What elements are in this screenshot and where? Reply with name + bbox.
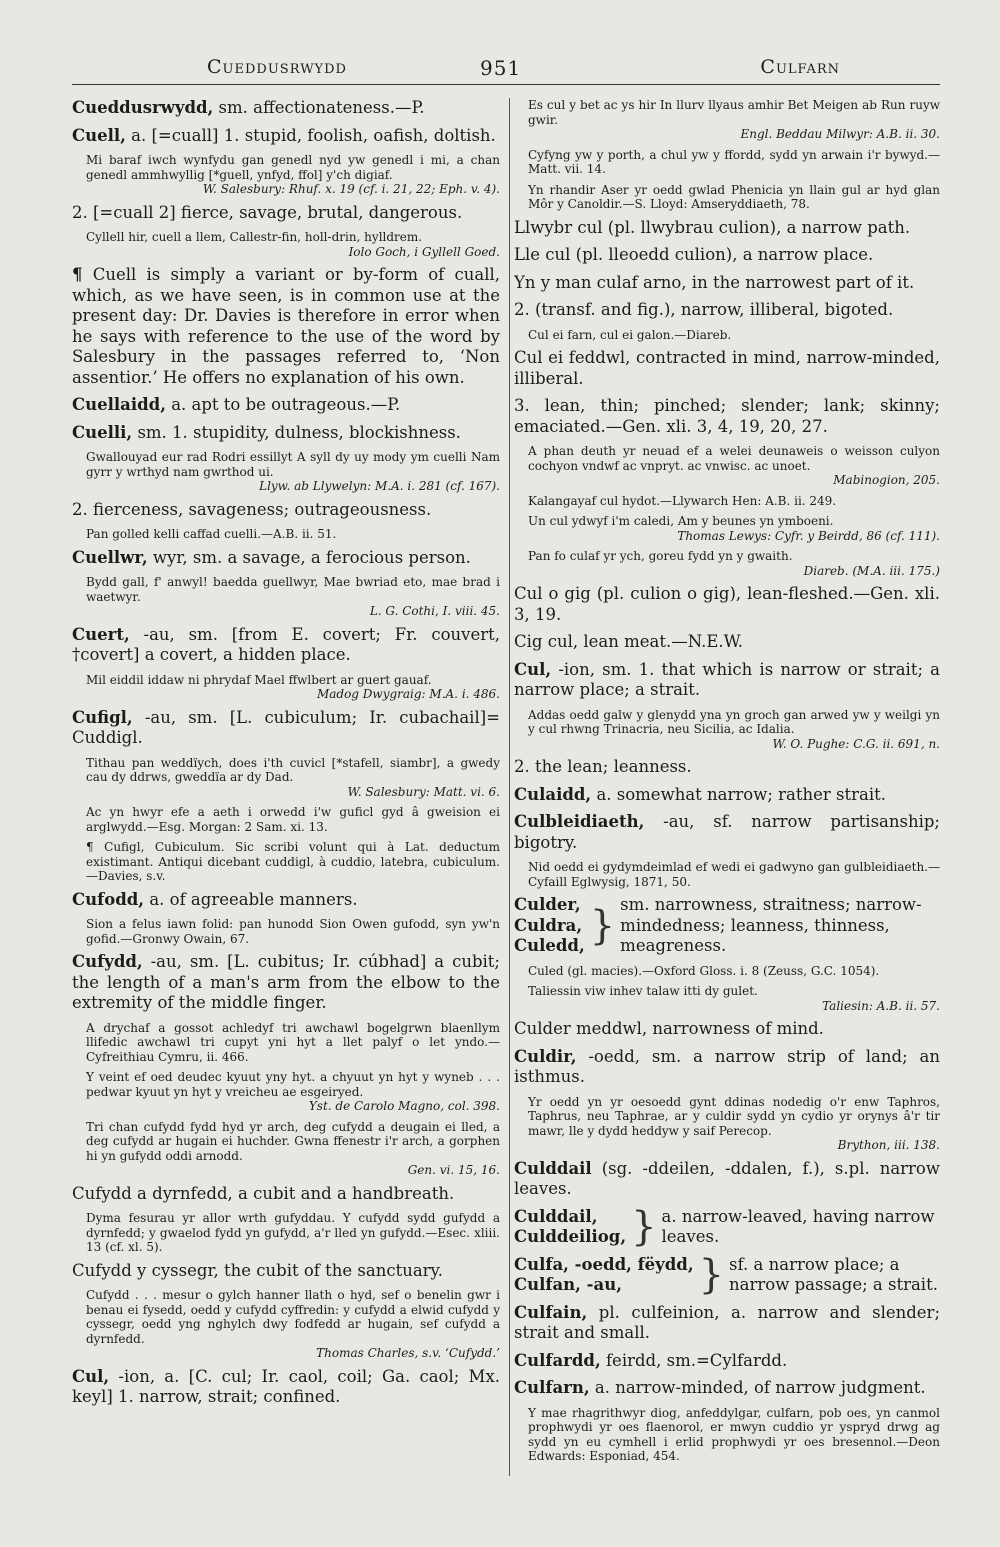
dictionary-entry	[514, 396, 940, 437]
quotation	[86, 840, 500, 884]
quotation	[528, 494, 940, 509]
entry-definition: -au, sm. [from E. covert; Fr. couvert, †covert] a covert, a hidden place.	[72, 624, 500, 664]
quotation	[528, 98, 940, 142]
quotation-text: Es cul y bet ac ys hir In llurv llyaus amhir Bet Meigen ab Run ruyw gwir.	[528, 98, 940, 127]
dictionary-entry	[72, 1367, 500, 1408]
entry-definition: a. apt to be outrageous.—P.	[171, 395, 401, 414]
entry-headword: Cul,	[514, 659, 552, 679]
dictionary-entry	[72, 500, 500, 521]
dictionary-entry	[514, 1303, 940, 1344]
right-column	[514, 98, 940, 1477]
quotation-source: W. O. Pughe: C.G. ii. 691, n.	[772, 736, 940, 751]
brace-icon: }	[698, 1252, 725, 1298]
quotation-text: ¶ Cufigl, Cubiculum. Sic scribi volunt qui à Lat. deductum existimant. Antiqui dicebant cuddigl, à cuddio, latebra, cubiculum.—Davies, s.v.	[86, 840, 500, 883]
quotation	[528, 1095, 940, 1153]
quotation	[86, 1211, 500, 1255]
quotation	[528, 1406, 940, 1464]
column-divider	[509, 98, 510, 1476]
dictionary-entry	[514, 273, 940, 294]
quotation-source: Taliesin: A.B. ii. 57.	[822, 998, 940, 1013]
dictionary-entry	[514, 300, 940, 321]
quotation	[528, 514, 940, 543]
quotation	[86, 575, 500, 619]
quotation	[528, 444, 940, 488]
entry-definition: 2. the lean; leanness.	[514, 757, 692, 776]
dictionary-entry	[514, 584, 940, 625]
quotation-text: Un cul ydwyf i'm caledi, Am y beunes yn ymboeni.	[528, 514, 834, 528]
quotation	[528, 860, 940, 889]
page-header	[72, 50, 940, 85]
quotation-source: Engl. Beddau Milwyr: A.B. ii. 30.	[740, 127, 940, 141]
entry-headword: Culdir,	[514, 1046, 577, 1066]
entry-definition: wyr, sm. a savage, a ferocious person.	[152, 547, 471, 567]
quotation-text: Ac yn hwyr efe a aeth i orwedd i'w guficl gyd â gweision ei arglwydd.—Esg. Morgan: 2 Sam. xi. 13.	[86, 805, 500, 834]
quotation-text: Taliessin viw inhev talaw itti dy gulet.	[528, 984, 758, 998]
entry-headword: Cufodd,	[72, 889, 145, 909]
quotation	[86, 805, 500, 834]
quotation-source: Llyw. ab Llywelyn: M.A. i. 281 (cf. 167).	[259, 479, 500, 493]
dictionary-entry	[72, 1261, 500, 1282]
entry-definition: -ion, a. [C. cul; Ir. caol, coil; Ga. caol; Mx. keyl] 1. narrow, strait; confined.	[72, 1366, 500, 1406]
entry-definition: a. somewhat narrow; rather strait.	[596, 784, 886, 804]
entry-definition: feirdd, sm.=Cylfardd.	[605, 1350, 788, 1370]
page-number: 951	[480, 56, 522, 80]
quotation	[86, 673, 500, 702]
quotation-source: Mabinogion, 205.	[833, 473, 940, 487]
quotation-text: Cyllell hir, cuell a llem, Callestr-fin, holl-drin, hylldrem.	[86, 230, 423, 244]
dictionary-entry	[72, 423, 500, 444]
dictionary-entry	[72, 952, 500, 1014]
entry-definition: 2. fierceness, savageness; outrageousness.	[72, 499, 432, 519]
entry-definition: sm. narrowness, straitness; narrow-mindedness; leanness, thinness, meagreness.	[620, 895, 922, 955]
quotation-source: W. Salesbury: Matt. vi. 6.	[347, 784, 500, 799]
quotation	[86, 153, 500, 197]
dictionary-entry	[72, 265, 500, 388]
quotation-source: L. G. Cothi, I. viii. 45.	[369, 604, 500, 618]
dictionary-entry	[72, 548, 500, 569]
dictionary-entry	[514, 785, 940, 806]
quotation-source: Diareb. (M.A. iii. 175.)	[803, 563, 940, 578]
entry-definition: 2. [=cuall 2] fierce, savage, brutal, dangerous.	[72, 202, 463, 222]
dictionary-entry	[514, 348, 940, 389]
entry-definition: Culder meddwl, narrowness of mind.	[514, 1019, 824, 1038]
dictionary-entry	[514, 1047, 940, 1088]
dictionary-entry	[72, 708, 500, 749]
entry-definition: sm. 1. stupidity, dulness, blockishness.	[137, 422, 461, 442]
entry-headword: Cuellaidd,	[72, 395, 166, 414]
quotation-text: Tithau pan weddïych, does i'th cuvicl [*stafell, siambr], a gwedy cau dy ddrws, gweddïa ar dy Dad.	[86, 755, 500, 784]
dictionary-entry	[72, 625, 500, 666]
quotation-text: Cyfyng yw y porth, a chul yw y ffordd, sydd yn arwain i'r bywyd.—Matt. vii. 14.	[528, 147, 940, 176]
entry-definition: -au, sm. [L. cubitus; Ir. cúbhad] a cubit; the length of a man's arm from the elbow to the extremity of the middle finger.	[72, 952, 500, 1012]
quotation-text: Pan golled kelli caffad cuelli.—A.B. ii. 51.	[86, 527, 337, 541]
dictionary-entry	[514, 1159, 940, 1200]
entry-definition: (sg. -ddeilen, -ddalen, f.), s.pl. narrow leaves.	[514, 1158, 940, 1198]
quotation-source: Iolo Goch, i Gyllell Goed.	[348, 244, 500, 259]
entry-definition: 3. lean, thin; pinched; slender; lank; skinny; emaciated.—Gen. xli. 3, 4, 19, 20, 27.	[514, 396, 940, 436]
quotation-text: Addas oedd galw y glenydd yna yn groch gan arwed yw y weilgi yn y cul rhwng Trinacria, neu Sicilia, ac Idalia.	[528, 707, 940, 736]
quotation	[528, 708, 940, 752]
dictionary-entry	[514, 757, 940, 778]
quotation	[86, 756, 500, 800]
entry-definition: Cul o gig (pl. culion o gig), lean-fleshed.—Gen. xli. 3, 19.	[514, 584, 940, 624]
entry-definition: -ion, sm. 1. that which is narrow or strait; a narrow place; a strait.	[514, 659, 940, 699]
quotation-source: Madog Dwygraig: M.A. i. 486.	[316, 687, 500, 701]
entry-definition: Cufydd a dyrnfedd, a cubit and a handbreath.	[72, 1183, 455, 1203]
brace-icon: }	[631, 1204, 657, 1250]
quotation	[86, 1120, 500, 1178]
entry-definition: -au, sm. [L. cubiculum; Ir. cubachail]= Cuddigl.	[72, 707, 500, 747]
quotation	[86, 527, 500, 542]
quotation-text: Tri chan cufydd fydd hyd yr arch, deg cufydd a deugain ei lled, a deg cufydd ar hugain ei huchder. Gwna ffenestr i'r arch, a gorphen hi yn gufydd oddi arnodd.	[86, 1119, 500, 1163]
quotation-source: W. Salesbury: Rhuf. x. 19 (cf. i. 21, 22; Eph. v. 4).	[202, 182, 500, 196]
quotation	[528, 183, 940, 212]
entry-definition: Cul ei feddwl, contracted in mind, narrow-minded, illiberal.	[514, 348, 940, 388]
quotation-source: Yst. de Carolo Magno, col. 398.	[308, 1099, 500, 1113]
quotation-text: Cufydd . . . mesur o gylch hanner llath o hyd, sef o benelin gwr i benau ei fysedd, oedd y cufydd cyffredin: y cufydd a elwid cufydd y cyssegr, oedd yng nghylch dwy fodfedd ar hugain, sef cufydd a dyrnfedd.	[86, 1288, 500, 1346]
dictionary-entry	[514, 660, 940, 701]
entry-headword: Cuert,	[72, 624, 130, 644]
entry-definition: -au, sf. narrow partisanship; bigotry.	[514, 812, 940, 852]
header-last-word: Culfarn	[760, 56, 840, 78]
entry-headword: Cufydd,	[72, 952, 143, 971]
entry-definition: Llwybr cul (pl. llwybrau culion), a narrow path.	[514, 217, 911, 237]
quotation-text: Nid oedd ei gydymdeimlad ef wedi ei gadwyno gan gulbleidiaeth.—Cyfaill Eglwysig, 1871, 50.	[528, 860, 940, 889]
dictionary-entry	[72, 126, 500, 147]
entry-headword: Cuelli,	[72, 422, 133, 442]
dictionary-entry	[72, 1184, 500, 1205]
quotation-text: A drychaf a gossot achledyf tri awchawl bogelgrwn blaenllym llifedic awchawl tri cupyt yni hyt a llet palyf o let yndo.—Cyfreithiau Cymru, ii. 466.	[86, 1020, 500, 1064]
entry-headword: Culbleidiaeth,	[514, 812, 645, 831]
quotation	[86, 1021, 500, 1065]
quotation	[86, 1070, 500, 1114]
quotation-source: Brython, iii. 138.	[837, 1138, 940, 1152]
dictionary-entry	[514, 218, 940, 239]
quotation-text: Pan fo culaf yr ych, goreu fydd yn y gwaith.	[528, 549, 793, 563]
header-first-word: Cueddusrwydd	[207, 56, 347, 78]
quotation-text: A phan deuth yr neuad ef a welei deunaweis o weisson culyon cochyon vndwf ac vnpryt. ac vnwisc. ac unoet.	[528, 444, 940, 473]
dictionary-entry	[514, 1019, 940, 1040]
entry-definition: Cig cul, lean meat.—N.E.W.	[514, 632, 743, 651]
quotation-text: Mi baraf iwch wynfydu gan genedl nyd yw genedl i mi, a chan genedl ammhwyllig [*guell, ynfyd, ffol] y'ch digiaf.	[86, 153, 500, 182]
grouped-entry	[514, 1204, 940, 1250]
entry-definition: a. [=cuall] 1. stupid, foolish, oafish, doltish.	[131, 125, 496, 145]
quotation	[86, 230, 500, 259]
quotation-text: Gwallouyad eur rad Rodri essillyt A syll dy uy mody ym cuelli Nam gyrr y wrthyd nam gwrthod ui.	[86, 450, 500, 479]
dictionary-entry	[72, 203, 500, 224]
quotation	[528, 984, 940, 1013]
quotation-text: Bydd gall, f' anwyl! baedda guellwyr, Mae bwriad eto, mae brad i waetwyr.	[86, 575, 500, 604]
dictionary-entry	[514, 1351, 940, 1372]
entry-definition: sm. affectionateness.—P.	[218, 98, 425, 117]
entry-definition: a. narrow-minded, of narrow judgment.	[594, 1378, 926, 1397]
quotation-text: Mil eiddil iddaw ni phrydaf Mael ffwlbert ar guert gauaf.	[86, 672, 432, 687]
entry-definition: Lle cul (pl. lleoedd culion), a narrow place.	[514, 245, 874, 264]
quotation-text: Culed (gl. macies).—Oxford Gloss. i. 8 (Zeuss, G.C. 1054).	[528, 963, 880, 978]
dictionary-entry	[72, 395, 500, 416]
quotation-source: Thomas Charles, s.v. ‘Cufydd.’	[316, 1346, 500, 1360]
left-column	[72, 98, 500, 1477]
quotation	[86, 1288, 500, 1361]
quotation	[528, 148, 940, 177]
entry-headword: Culfardd,	[514, 1350, 601, 1370]
entry-definition: 2. (transf. and fig.), narrow, illiberal, bigoted.	[514, 300, 894, 319]
entry-headwords: Culfa, -oedd, fëydd, Culfan, -au,	[514, 1254, 694, 1294]
quotation-text: Cul ei farn, cul ei galon.—Diareb.	[528, 327, 732, 342]
entry-definition: Yn y man culaf arno, in the narrowest part of it.	[514, 272, 915, 292]
entry-definition: Cuell is simply a variant or by-form of cuall, which, as we have seen, is in common use at the present day: Dr. Davies is therefore in error when he says with reference to the use of the word by Salesbury in the passages referred to, ‘Non assentior.’ He offers no explanation of his own.	[72, 265, 500, 387]
quotation	[528, 549, 940, 578]
dictionary-entry	[514, 812, 940, 853]
entry-definition: a. narrow-leaved, having narrow leaves.	[661, 1206, 935, 1246]
entry-definition: pl. culfeinion, a. narrow and slender; strait and small.	[514, 1302, 940, 1342]
quotation	[86, 917, 500, 946]
dictionary-entry	[514, 1378, 940, 1399]
quotation-text: Y mae rhagrithwyr diog, anfeddylgar, culfarn, pob oes, yn canmol prophwydi yr oes flaenorol, er mwyn cuddio yr yspryd drwg ag sydd yn eu cymhell i erlid prophwydi yr oes bresennol.—Deon Edwards: Esponiad, 454.	[528, 1405, 940, 1463]
quotation	[528, 328, 940, 343]
quotation-text: Yn rhandir Aser yr oedd gwlad Phenicia yn llain gul ar hyd glan Môr y Canoldir.—S. Lloyd: Amseryddiaeth, 78.	[528, 182, 940, 211]
entry-headword: Cufigl,	[72, 707, 133, 727]
entry-headword: Culfarn,	[514, 1378, 590, 1397]
brace-icon: }	[589, 902, 616, 949]
grouped-entry	[514, 1252, 940, 1298]
dictionary-entry	[514, 245, 940, 266]
entry-headwords: Culddail, Culddeiliog,	[514, 1206, 627, 1246]
dictionary-entry	[72, 98, 500, 119]
grouped-entry	[514, 895, 940, 957]
entry-definition: a. of agreeable manners.	[149, 889, 358, 909]
entry-definition: -oedd, sm. a narrow strip of land; an isthmus.	[514, 1046, 940, 1086]
entry-definition: Cufydd y cyssegr, the cubit of the sanctuary.	[72, 1260, 443, 1280]
quotation-text: Yr oedd yn yr oesoedd gynt ddinas nodedig o'r enw Taphros, Taphrus, neu Taphrae, ar y culdir sydd yn cydio yr orynys â'r tir mawr, lle y dydd heddyw y saif Perecop.	[528, 1094, 940, 1138]
entry-headword: Cueddusrwydd,	[72, 98, 214, 117]
entry-headword: ¶	[72, 265, 83, 284]
quotation-source: Gen. vi. 15, 16.	[407, 1163, 500, 1177]
entry-headword: Cul,	[72, 1366, 110, 1386]
quotation-text: Kalangayaf cul hydot.—Llywarch Hen: A.B. ii. 249.	[528, 493, 837, 508]
dictionary-entry	[514, 632, 940, 653]
entry-headwords: Culder, Culdra, Culedd,	[514, 895, 585, 955]
quotation	[86, 450, 500, 494]
quotation-text: Dyma fesurau yr allor wrth gufyddau. Y cufydd sydd gufydd a dyrnfedd; y gwaelod fydd yn gufydd, a'r lled yn gufydd.—Esec. xliii. 13 (cf. xl. 5).	[86, 1211, 500, 1254]
entry-headword: Cuellwr,	[72, 547, 148, 567]
dictionary-entry	[72, 890, 500, 911]
entry-definition: sf. a narrow place; a narrow passage; a strait.	[729, 1254, 938, 1294]
quotation-text: Y veint ef oed deudec kyuut yny hyt. a chyuut yn hyt y wyneb . . . pedwar kyuut yn hyt y vreicheu ae esgeiryed.	[86, 1070, 500, 1099]
quotation-text: Sion a felus iawn folid: pan hunodd Sion Owen gufodd, syn yw'n gofid.—Gronwy Owain, 67.	[86, 917, 500, 946]
quotation	[528, 964, 940, 979]
quotation-source: Thomas Lewys: Cyfr. y Beirdd, 86 (cf. 111).	[677, 528, 940, 543]
entry-headword: Culaidd,	[514, 784, 592, 804]
entry-headword: Cuell,	[72, 125, 126, 145]
entry-headword: Culddail	[514, 1158, 592, 1178]
entry-headword: Culfain,	[514, 1302, 588, 1322]
